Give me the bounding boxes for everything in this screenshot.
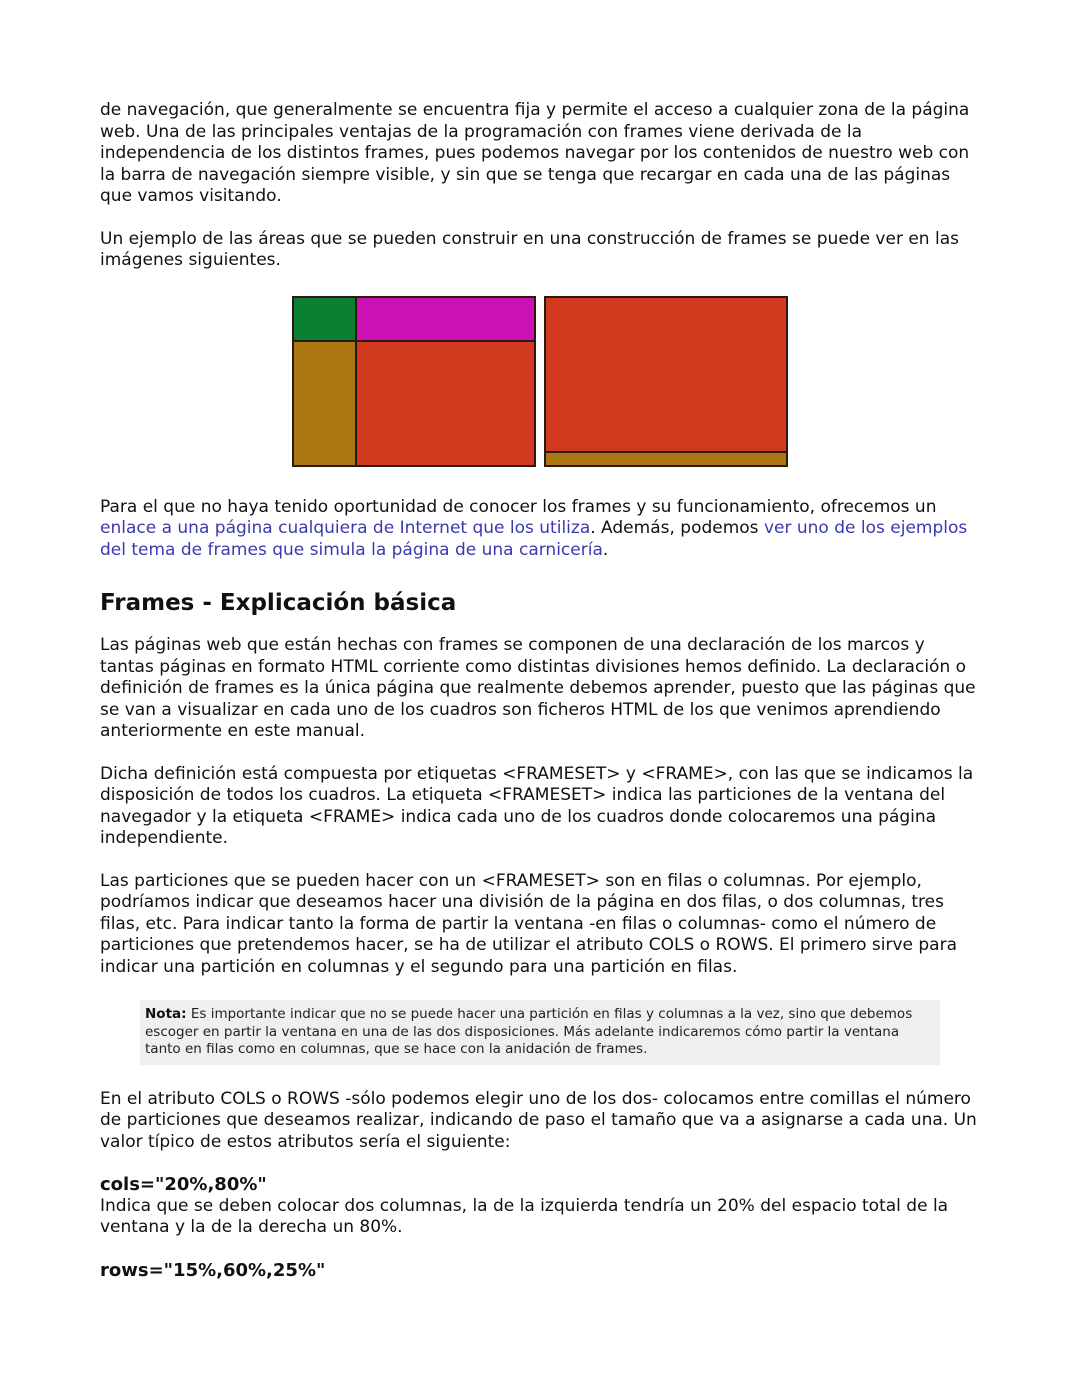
intro-paragraph-1: de navegación, que generalmente se encuentra fija y permite el acceso a cualquier zona de la página web. Una de las principales ventajas de la programación con frames viene derivada de la independencia de los distintos frames, pues podemos navegar por los contenidos de nuestro web con la barra de navegación siempre visible, y sin que se tenga que recargar en cada una de las páginas que vamos visitando. xyxy=(100,100,970,206)
document-content xyxy=(100,100,980,1281)
internet-frames-example-link[interactable]: enlace a una página cualquiera de Internet que los utiliza xyxy=(100,518,591,538)
frame-region-main xyxy=(357,342,534,465)
links-paragraph-text: . Además, podemos xyxy=(590,518,764,538)
frame-region-left-nav xyxy=(294,342,357,465)
section-paragraph-4: En el atributo COLS o ROWS -sólo podemos elegir uno de los dos- colocamos entre comillas el número de particiones que deseamos realizar, indicando de paso el tamaño que va a asignarse a cada una. Un valor típico de estos atributos sería el siguiente: xyxy=(100,1088,977,1152)
intro-paragraph-2: Un ejemplo de las áreas que se pueden construir en una construcción de frames se puede ver en las imágenes siguientes. xyxy=(100,228,959,270)
note-text: Es importante indicar que no se puede hacer una partición en filas y columnas a la vez, sino que debemos escoger en partir la ventana en una de las dos disposiciones. Más adelante indicaremos cómo partir la ventana tanto en filas como en columnas, que se hace con la anidación de frames. xyxy=(145,1006,913,1057)
section-paragraph-1: Las páginas web que están hechas con frames se componen de una declaración de los marcos y tantas páginas en formato HTML corriente como distintas divisiones hemos definido. La declaración o definición de frames es la única página que realmente debemos aprender, puesto que las páginas que se van a visualizar en cada uno de los cuadros son ficheros HTML de los que venimos aprendiendo anteriormente en este manual. xyxy=(100,635,976,741)
code-example-cols-description: Indica que se deben colocar dos columnas, la de la izquierda tendría un 20% del espacio total de la ventana y la de la derecha un 80%. xyxy=(100,1195,949,1237)
code-example-cols: cols="20%,80%" xyxy=(100,1174,267,1195)
section-title: Frames - Explicación básica xyxy=(100,590,457,616)
frame-region-top-banner xyxy=(357,298,534,342)
code-example-rows: rows="15%,60%,25%" xyxy=(100,1259,326,1281)
frame-region-main xyxy=(546,298,786,453)
section-paragraph-3: Las particiones que se pueden hacer con un <FRAMESET> son en filas o columnas. Por ejemplo, podríamos indicar que deseamos hacer una división de la página en dos filas, o dos columnas, tres filas, etc. Para indicar tanto la forma de partir la ventana -en filas o columnas- como el número de particiones que pretendemos hacer, se ha de utilizar el atributo COLS o ROWS. El primero sirve para indicar una partición en columnas y el segundo para una partición en filas. xyxy=(100,870,957,977)
links-paragraph xyxy=(100,497,980,562)
frame-layout-figures xyxy=(100,272,980,497)
butcher-shop-example-link[interactable]: ver uno de los ejemplos del tema de frames que simula la página de una carnicería xyxy=(100,518,968,560)
figure-two-rows-layout xyxy=(544,296,788,467)
frame-region-bottom-bar xyxy=(546,453,786,465)
links-paragraph-text: . xyxy=(602,539,609,560)
note-label: Nota: xyxy=(145,1006,187,1022)
note-box xyxy=(140,1000,940,1065)
figure-four-frames-layout xyxy=(292,296,536,467)
section-paragraph-2: Dicha definición está compuesta por etiquetas <FRAMESET> y <FRAME>, con las que se indicamos la disposición de todos los cuadros. La etiqueta <FRAMESET> indica las particiones de la ventana del navegador y la etiqueta <FRAME> indica cada uno de los cuadros donde colocaremos una página independiente. xyxy=(100,763,974,848)
frame-region-top-left xyxy=(294,298,357,342)
links-paragraph-text: Para el que no haya tenido oportunidad de conocer los frames y su funcionamiento, ofrecemos un xyxy=(100,496,937,517)
